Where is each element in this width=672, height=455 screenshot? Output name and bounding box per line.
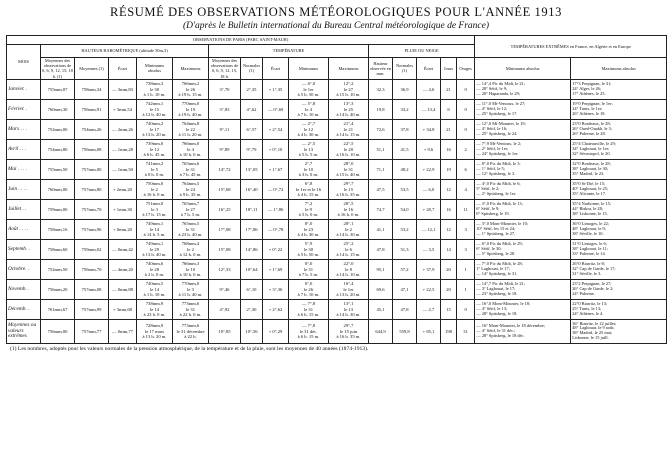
- cell-pluie: 51,1: [369, 139, 393, 159]
- cell-moy: 759mm,00: [41, 199, 75, 219]
- cell-tecart: — 0°,69: [263, 99, 289, 119]
- cell-mois: Août . . . .: [7, 219, 41, 239]
- observations-table: [6, 35, 667, 344]
- cell-tmoy: 3°,83: [209, 99, 241, 119]
- cell-tmax: 28°,5 le 16 à 16 h. 0 m.: [329, 199, 369, 219]
- cell-mois: Octobre. .: [7, 259, 41, 279]
- cell-tmoy: 4°,92: [209, 299, 241, 319]
- cell-bmin: 749mm,1 le 14 à 14 h. 5 m.: [137, 219, 173, 239]
- mois-header: MOIS: [7, 45, 41, 80]
- cell-extmax: 19°0 Perpignan, le 1er; 24° Tunis, le 1er; 26° Athènes, le 18.: [571, 99, 667, 119]
- cell-bmax: 765mm,7 le 27 à 7 h. 5 m.: [173, 199, 209, 219]
- table-row: [7, 179, 667, 199]
- cell-pluie: 41,1: [369, 219, 393, 239]
- cell-mois: Juin . . . .: [7, 179, 41, 199]
- cell-moy: 760mm,00: [41, 179, 75, 199]
- cell-extmin: — 16° Mont-Mounier, le 18 décembre; — 4° Sétif, le 31 déc.; — 28° Spitsberg, le 18 déc.: [475, 319, 571, 343]
- cell-tmin: — 7°,8 le 31 déc. à 6 h. 15 m.: [289, 319, 329, 343]
- cell-mois: Moyennes ou valeurs extrêmes: [7, 319, 41, 343]
- cell-tnorm: 6°,57: [241, 119, 263, 139]
- cell-tmin: — 5°,8 le 4 à 7 h. 10 m.: [289, 99, 329, 119]
- cell-moy: 761mm,67: [41, 299, 75, 319]
- cell-ecart: + 0mm,20: [109, 219, 137, 239]
- cell-ecart: + 2mm,20: [109, 179, 137, 199]
- col-tecart: Écart: [263, 58, 289, 80]
- cell-pecart: — 13,4: [417, 99, 441, 119]
- cell-mois: Mai . . . .: [7, 159, 41, 179]
- cell-extmax: 23°0 Bordeaux, le 28; 26° Oued-Ouakh, le 3; 26° Palerme, le 28.: [571, 119, 667, 139]
- cell-pluie: 19,8: [369, 99, 393, 119]
- table-row: [7, 159, 667, 179]
- cell-norm: 758mm,34: [75, 79, 109, 99]
- cell-moy: 758mm,16: [41, 219, 75, 239]
- cell-ecart: — 2mm,26: [109, 119, 137, 139]
- cell-tmax: 29°,7 le 15 juin à 16 h. 35 m.: [329, 319, 369, 343]
- cell-ecart: — 3mm,83: [109, 79, 137, 99]
- cell-tmoy: 17°,08: [209, 219, 241, 239]
- cell-tnorm: 10°,56: [241, 319, 263, 343]
- cell-extmin: — 11°,0 Mt-Ventoux, le 27; — 4° Sétif, le 12; — 25° Spitsberg, le 17.: [475, 99, 571, 119]
- cell-tmax: 28°,0 le 31 à 15 h. 40 m.: [329, 159, 369, 179]
- cell-tmoy: 15°,68: [209, 179, 241, 199]
- cell-norm: 759mm,02: [75, 239, 109, 259]
- cell-jours: 12: [441, 179, 457, 199]
- cell-ecart: — 4mm,20: [109, 259, 137, 279]
- cell-pluie: 47,8: [369, 239, 393, 259]
- cell-moy: 756mm,00: [41, 319, 75, 343]
- cell-tmoy: 9°,46: [209, 279, 241, 299]
- cell-extmin: — 4°,0 Pic du Midi, le 6; 5° Sétif, le 2; — 2° Spitsberg, le 1er.: [475, 179, 571, 199]
- cell-extmin: — 3°,0 Pic du Midi, le 13; 6° Sétif, le 9; 0° Spitsberg, le 19.: [475, 199, 571, 219]
- cell-pnorm: 51,3: [393, 239, 417, 259]
- cell-tecart: + 1°,69: [263, 259, 289, 279]
- cell-ecart: — 1mm,50: [109, 159, 137, 179]
- cell-extmin: — 8°,0 Pic du Midi, le 3; — 1° Sétif, le 5; — 12° Spitsberg, le 3.: [475, 159, 571, 179]
- cell-pnorm: 33,2: [393, 99, 417, 119]
- cell-jours: 16: [441, 199, 457, 219]
- cell-tmoy: 9°,11: [209, 119, 241, 139]
- document-page: [6, 4, 666, 451]
- observations-header: OBSERVATIONS DE PARIS (PARC SAINT-MAUR): [7, 36, 475, 45]
- cell-tnorm: 2°,30: [241, 299, 263, 319]
- cell-tmax: 21°,4 le 21 à 14 h. 15 m.: [329, 119, 369, 139]
- cell-jours: 198: [441, 319, 457, 343]
- table-row: [7, 239, 667, 259]
- cell-orages: 6: [457, 159, 475, 179]
- cell-pnorm: 53,2: [393, 219, 417, 239]
- cell-pluie: 95,1: [369, 259, 393, 279]
- table-row: [7, 299, 667, 319]
- cell-bmax: 768mm,4 le 2 à 12 h. 0 m.: [173, 239, 209, 259]
- cell-bmax: 765mm,6 le 31 à 7 h. 45 m.: [173, 159, 209, 179]
- cell-tecart: + 2°,62: [263, 299, 289, 319]
- cell-tmax: 25°,2 le 6 à 14 h. 15 m.: [329, 239, 369, 259]
- cell-tnorm: 13°,05: [241, 159, 263, 179]
- cell-norm: 754mm,26: [75, 119, 109, 139]
- cell-jours: 12: [441, 219, 457, 239]
- cell-tmax: 22°,0 le 8 à 14 h. 10 m.: [329, 259, 369, 279]
- cell-ecart: — 1mm,28: [109, 139, 137, 159]
- cell-tecart: + 3°,36: [263, 279, 289, 299]
- cell-tmoy: 12°,33: [209, 259, 241, 279]
- cell-tmoy: 9°,89: [209, 139, 241, 159]
- col-orages: Orages: [457, 58, 475, 80]
- cell-bmin: 739mm,0 le 12 à 6 h. 45 m.: [137, 139, 173, 159]
- col-bmin-label: Minimums: [144, 63, 165, 69]
- cell-tmax: 16°,4 le 1er à 13 h. 20 m.: [329, 279, 369, 299]
- cell-pecart: — 3,5: [417, 239, 441, 259]
- cell-tecart: + 0°,22: [263, 239, 289, 259]
- cell-extmin: — 7°,9 Mt-Ventoux, le 2; — 2° Sétif, le 1er; — 24° Spitsberg, le 1er.: [475, 139, 571, 159]
- cell-pecart: — 2,7: [417, 299, 441, 319]
- footnote: (1) Les nombres, adoptés pour les valeurs normales de la pression atmosphérique, de la température et de la pluie, sont les moyennes de 40 années (1874-1913).: [10, 345, 369, 352]
- cell-norm: 757mm,00: [75, 159, 109, 179]
- hauteur-header: HAUTEUR BAROMÉTRIQUE (altitude 50m,3): [41, 45, 209, 58]
- cell-bmax: 764mm,8 le 22 à 11 h. 20 m.: [173, 119, 209, 139]
- cell-tecart: + 0°,29: [263, 319, 289, 343]
- cell-orages: 4: [457, 179, 475, 199]
- cell-mois: Novemb. .: [7, 279, 41, 299]
- cell-tmax: 22°,5 le 20 à 16 h. 10 m.: [329, 139, 369, 159]
- cell-pecart: + 9,6: [417, 139, 441, 159]
- col-moyennes: Moyennes des observations de 0, 6, 9, 12, 15, 18 h. (1): [42, 58, 73, 79]
- col-absolus-label: absolus: [147, 68, 162, 74]
- cell-extmax: 31°0 Limoges, le 6; 38° Laghouat, le 11; 33° Palerme, le 14.: [571, 239, 667, 259]
- cell-pnorm: 48,2: [393, 159, 417, 179]
- cell-ecart: + 3mm,54: [109, 99, 137, 119]
- cell-tecart: — 1°,86: [263, 199, 289, 219]
- cell-extmax: 35°4 Narbonne, le 15; 44° Biskra, le 28; 38° Lisbonne, le 15.: [571, 199, 667, 219]
- cell-jours: 21: [441, 79, 457, 99]
- cell-pecart: + 37,9: [417, 259, 441, 279]
- cell-jours: 8: [441, 99, 457, 119]
- cell-orages: 31: [457, 319, 475, 343]
- cell-tmoy: 16°,25: [209, 199, 241, 219]
- cell-extmax: 25°4 Chateauville, le 29; 34° Laghouat, le 1er; 32° Sévastopol, le 20.: [571, 139, 667, 159]
- cell-tmin: — 2°,7 le 12 à 4 h. 30 m.: [289, 119, 329, 139]
- cell-norm: 757mm,70: [75, 199, 109, 219]
- cell-tecart: — 0°,78: [263, 219, 289, 239]
- cell-tmin: 7°,2 le 9 à 5 h. 0 m.: [289, 199, 329, 219]
- cell-tmoy: 3°,70: [209, 79, 241, 99]
- cell-pluie: 45,1: [369, 299, 393, 319]
- cell-tecart: + 2°,54: [263, 119, 289, 139]
- col-tmin: Minimums: [289, 58, 329, 80]
- cell-pnorm: 36,9: [393, 79, 417, 99]
- cell-orages: 0: [457, 119, 475, 139]
- col-extmax: Maximums absolus: [571, 58, 667, 80]
- cell-jours: 20: [441, 259, 457, 279]
- col-normales: Moyennes (1): [75, 58, 109, 80]
- pluie-header: PLUIE OU NEIGE: [369, 45, 475, 58]
- cell-tnorm: 2°,35: [241, 79, 263, 99]
- cell-pecart: + 22,9: [417, 159, 441, 179]
- cell-ecart: — 0mm,88: [109, 279, 137, 299]
- cell-bmin: 738mm,3 le 30 à 1 h. 10 m.: [137, 79, 173, 99]
- cell-orages: 11: [457, 199, 475, 219]
- col-pecart: Écart: [417, 58, 441, 80]
- cell-norm: 757mm,08: [75, 279, 109, 299]
- cell-tmoy: 10°,85: [209, 319, 241, 343]
- cell-jours: 19: [441, 159, 457, 179]
- cell-mois: Décemb. .: [7, 299, 41, 319]
- cell-moy: 756mm,20: [41, 279, 75, 299]
- cell-pecart: + 20,7: [417, 199, 441, 219]
- cell-tmin: — 7°,8 le 31 à 6 h. 15 m.: [289, 299, 329, 319]
- cell-moy: 754mm,80: [41, 139, 75, 159]
- table-row: [7, 219, 667, 239]
- cell-jours: 14: [441, 239, 457, 259]
- cell-pluie: 47,5: [369, 179, 393, 199]
- cell-bmin: 740mm,6 le 28 à 2 h. 0 m.: [137, 259, 173, 279]
- cell-tecart: + 1°,35: [263, 79, 289, 99]
- cell-bmax: 770mm,0 le 3 à 11 h. 40 m.: [173, 279, 209, 299]
- cell-ecart: — 0mm,42: [109, 239, 137, 259]
- cell-bmax: 764mm,5 le 24 à 9 h. 35 m.: [173, 179, 209, 199]
- col-jours: Jours: [441, 58, 457, 80]
- cell-mois: Mars . . .: [7, 119, 41, 139]
- cell-tmax: 28°,1 le 2 à 14 h. 30 m.: [329, 219, 369, 239]
- cell-tmin: — 6°,0 le 1er à 5 h. 50 m.: [289, 79, 329, 99]
- cell-extmax: 36° Biarritz, le 22 juillet; 48° Laghouat, le 9 août; 38° Madrid, le 25 mai; Lisbonne, le 15 juill.: [571, 319, 667, 343]
- cell-pnorm: 54,0: [393, 199, 417, 219]
- cell-jours: 15: [441, 299, 457, 319]
- cell-tnorm: 9°,79: [241, 139, 263, 159]
- cell-tmin: 8°,0 le 23 à 4 h. 30 m.: [289, 219, 329, 239]
- cell-tnorm: 18°,11: [241, 199, 263, 219]
- col-ecart: Écart: [109, 58, 137, 80]
- cell-norm: 757mm,80: [75, 179, 109, 199]
- table-row: [7, 279, 667, 299]
- cell-tnorm: 6°,10: [241, 279, 263, 299]
- cell-tmax: 12°,2 le 27 à 15 h. 10 m.: [329, 79, 369, 99]
- cell-pecart: + 85,1: [417, 319, 441, 343]
- cell-bmin: 740mm,2 le 17 à 13 h. 20 m.: [137, 119, 173, 139]
- cell-extmin: — 14°,4 Pic du Midi, le 21; — 28° Sétif, le 9; — 20° Haparanda, le 29;: [475, 79, 571, 99]
- cell-tnorm: 4°,62: [241, 99, 263, 119]
- cell-extmax: 23°2 Perpignan, le 27; 26° Cap de Garde, le 2; 24° Palerme.: [571, 279, 667, 299]
- cell-pluie: 72,6: [369, 119, 393, 139]
- cell-tecart: + 1°,67: [263, 159, 289, 179]
- cell-pnorm: 53,5: [393, 179, 417, 199]
- cell-tmin: 2°,7 le 10 à 3 h. 0 m.: [289, 159, 329, 179]
- cell-extmax: 36°0 Limoges, le 22; 48° Laghouat, le 9; 38° Séville, le 10.: [571, 219, 667, 239]
- col-pnorm: Normales (1): [393, 58, 417, 80]
- cell-orages: 3: [457, 219, 475, 239]
- cell-pnorm: 559,8: [393, 319, 417, 343]
- observations-body: [7, 79, 667, 343]
- cell-moy: 758mm,60: [41, 239, 75, 259]
- cell-orages: 3: [457, 239, 475, 259]
- table-row: [7, 99, 667, 119]
- cell-tmax: 29°,7 le 15 à 16 h. 35 m.: [329, 179, 369, 199]
- table-row: [7, 79, 667, 99]
- temperature-header: TEMPÉRATURE: [209, 45, 369, 58]
- cell-extmax: 32°0 Bordeaux, le 28; 38° Laghouat, le 30; 35° Madrid, le 23.: [571, 159, 667, 179]
- cell-bmin: 738mm,9 le 14 à 23 h. 0 m.: [137, 299, 173, 319]
- cell-mois: Juillet . .: [7, 199, 41, 219]
- cell-bmax: 766mm,0 le 4 à 10 h. 0 m.: [173, 139, 209, 159]
- table-row: [7, 199, 667, 219]
- cell-tmin: 5°,9 le 30 à 5 h. 50 m.: [289, 239, 329, 259]
- cell-pluie: 644,9: [369, 319, 393, 343]
- cell-norm: 757mm,99: [75, 299, 109, 319]
- col-bmin: [137, 58, 173, 80]
- cell-bmin: 749mm,1 le 29 à 13 h. 40 m.: [137, 239, 173, 259]
- table-row: [7, 139, 667, 159]
- cell-ecart: + 1mm,30: [109, 199, 137, 219]
- cell-pluie: 32,3: [369, 79, 393, 99]
- cell-bmin: 751mm,0 le 3 à 17 h. 15 m.: [137, 199, 173, 219]
- cell-extmin: — 16°,0 Mont-Mounier, le 18; — 4° Sétif, le 13; — 28° Spitsberg, le 18.: [475, 299, 571, 319]
- cell-bmin: 742mm,1 le 15 à 12 h. 40 m.: [137, 99, 173, 119]
- cell-tecart: — 0°,72: [263, 179, 289, 199]
- cell-bmax: 766mm,3 le 10 à 10 h. 0 m.: [173, 259, 209, 279]
- cell-moy: 755mm,07: [41, 79, 75, 99]
- cell-bmax: 773mm,6 le 31 décembre à 22 h.: [173, 319, 209, 343]
- cell-tmax: 13°,3 le 25 à 14 h. 40 m.: [329, 99, 369, 119]
- cell-extmin: — 12°,0 Mt-Mounier, le 19; — 4° Sétif, le 16; — 25° Spitsberg, le 24.: [475, 119, 571, 139]
- col-bmax: Maximums: [173, 58, 209, 80]
- cell-moy: 752mm,00: [41, 119, 75, 139]
- cell-pnorm: 47,8: [393, 299, 417, 319]
- cell-ecart: + 3mm,68: [109, 299, 137, 319]
- cell-orages: 1: [457, 259, 475, 279]
- col-tmax: Maximums: [329, 58, 369, 80]
- cell-pecart: — 6,0: [417, 179, 441, 199]
- cell-tmax: 13°,1 le 13 à 14 h. 30 m.: [329, 299, 369, 319]
- cell-bmin: 741mm,2 le 5 à 0 h. 0 m.: [137, 159, 173, 179]
- cell-jours: 21: [441, 119, 457, 139]
- cell-orages: 0: [457, 79, 475, 99]
- cell-tnorm: 16°,40: [241, 179, 263, 199]
- cell-orages: 0: [457, 99, 475, 119]
- col-tnorm: Normales (1): [241, 58, 263, 80]
- cell-tecart: + 0°,10: [263, 139, 289, 159]
- col-pluie: Hauteur observée en mm.: [369, 58, 393, 80]
- cell-pecart: + 34,8: [417, 119, 441, 139]
- cell-bmin: 728mm,9 le 17 mars à 13 h. 20 m.: [137, 319, 173, 343]
- cell-pnorm: 37,8: [393, 119, 417, 139]
- cell-pecart: + 22,5: [417, 279, 441, 299]
- cell-pluie: 71,1: [369, 159, 393, 179]
- cell-extmin: — 14°,7 Pic du Midi, le 21; — 3° Laghouat, le 17; — 23° Spitsberg, le 18.: [475, 279, 571, 299]
- page-title: RÉSUMÉ DES OBSERVATIONS MÉTÉOROLOGIQUES POUR L'ANNÉE 1913: [110, 5, 562, 19]
- cell-bmax: 765mm,5 le 31 à 23 h. 40 m.: [173, 219, 209, 239]
- cell-mois: Septemb. .: [7, 239, 41, 259]
- cell-orages: 1: [457, 279, 475, 299]
- cell-moy: 760mm,30: [41, 99, 75, 119]
- cell-moy: 752mm,50: [41, 259, 75, 279]
- cell-norm: 756mm,08: [75, 139, 109, 159]
- cell-tmin: 0°,0 le 31 à 7 h. 5 m.: [289, 259, 329, 279]
- page-subtitle: (D'après le Bulletin international du Bureau Central météorologique de France): [182, 21, 490, 31]
- table-row: [7, 319, 667, 343]
- cell-tnorm: 17°,86: [241, 219, 263, 239]
- cell-tmin: 6°,8 le 1er et le 16 à 4 h. 15 m.: [289, 179, 329, 199]
- cell-pluie: 74,7: [369, 199, 393, 219]
- cell-bmin: 750mm,0 le 2 à 16 h. 0 m.: [137, 179, 173, 199]
- cell-tnorm: 10°,64: [241, 259, 263, 279]
- cell-norm: 757mm,77: [75, 319, 109, 343]
- cell-jours: 20: [441, 279, 457, 299]
- cell-mois: Février. .: [7, 99, 41, 119]
- cell-tmoy: 15°,08: [209, 239, 241, 259]
- cell-bmax: 773mm,6 le 31 à 22 h. 0 m.: [173, 299, 209, 319]
- cell-bmax: 766mm,2 le 26 à 19 h. 15 m.: [173, 79, 209, 99]
- cell-tmin: — 2°,5 le 13 à 5 h. 5 m.: [289, 139, 329, 159]
- cell-jours: 16: [441, 139, 457, 159]
- cell-tmoy: 14°,72: [209, 159, 241, 179]
- cell-extmax: 35°0 St-Dié, le 15; 40° Laghouat, le 25; 35° Alicante, le 17.: [571, 179, 667, 199]
- cell-pnorm: 57,2: [393, 259, 417, 279]
- cell-pluie: 69,6: [369, 279, 393, 299]
- cell-bmax: 770mm,0 le 19 à 19 h. 40 m.: [173, 99, 209, 119]
- cell-pecart: — 4,6: [417, 79, 441, 99]
- cell-tmin: 0°,0 le 26 à 7 h. 10 m.: [289, 279, 329, 299]
- cell-pecart: — 12,1: [417, 219, 441, 239]
- cell-mois: Avril . . .: [7, 139, 41, 159]
- cell-extmax: 22°0 Biarritz, le 13; 25° Tunis, le 13; 24° Athènes, le 4.: [571, 299, 667, 319]
- cell-mois: Janvier. .: [7, 79, 41, 99]
- cell-bmin: 740mm,5 le 14 à 1 h. 10 m.: [137, 279, 173, 299]
- cell-pnorm: 41,5: [393, 139, 417, 159]
- cell-norm: 756mm,70: [75, 259, 109, 279]
- cell-pnorm: 47,1: [393, 279, 417, 299]
- cell-extmin: — 6°,0 Pic du Midi, le 29; 6° Sétif, le 30; — 5° Spitsberg, le 28.: [475, 239, 571, 259]
- cell-orages: 0: [457, 299, 475, 319]
- cell-norm: 757mm,96: [75, 219, 109, 239]
- col-extmin: Minimums absolus: [475, 58, 571, 80]
- cell-extmax: 26°0 Biarritz, le 8; 32° Cap de Garde, le 17; 31° Séville, le 3.: [571, 259, 667, 279]
- cell-extmin: — 3°,0 Mont-Mounier, le 10; 10° Sétif, les 15 et 24; — 1° Spitsberg, le 27.: [475, 219, 571, 239]
- cell-ecart: — 0mm,77: [109, 319, 137, 343]
- extremes-header: TEMPÉRATURES EXTRÊMES en France, en Algérie et en Europe: [475, 36, 667, 58]
- col-tmoy: Moyennes des observations de 0, 6, 9, 12, 15, 18 h.: [209, 58, 241, 80]
- table-row: [7, 259, 667, 279]
- cell-extmax: 17°3 Perpignan, le 31; 24° Alger, le 26; 17° Athènes, le 25.: [571, 79, 667, 99]
- cell-tnorm: 14°,86: [241, 239, 263, 259]
- cell-orages: 2: [457, 139, 475, 159]
- cell-moy: 755mm,50: [41, 159, 75, 179]
- cell-extmin: — 7°,0 Pic du Midi, le 28; 1° Laghouat, le 17; — 14° Spitsberg, le 31.: [475, 259, 571, 279]
- cell-norm: 756mm,91: [75, 99, 109, 119]
- table-row: [7, 119, 667, 139]
